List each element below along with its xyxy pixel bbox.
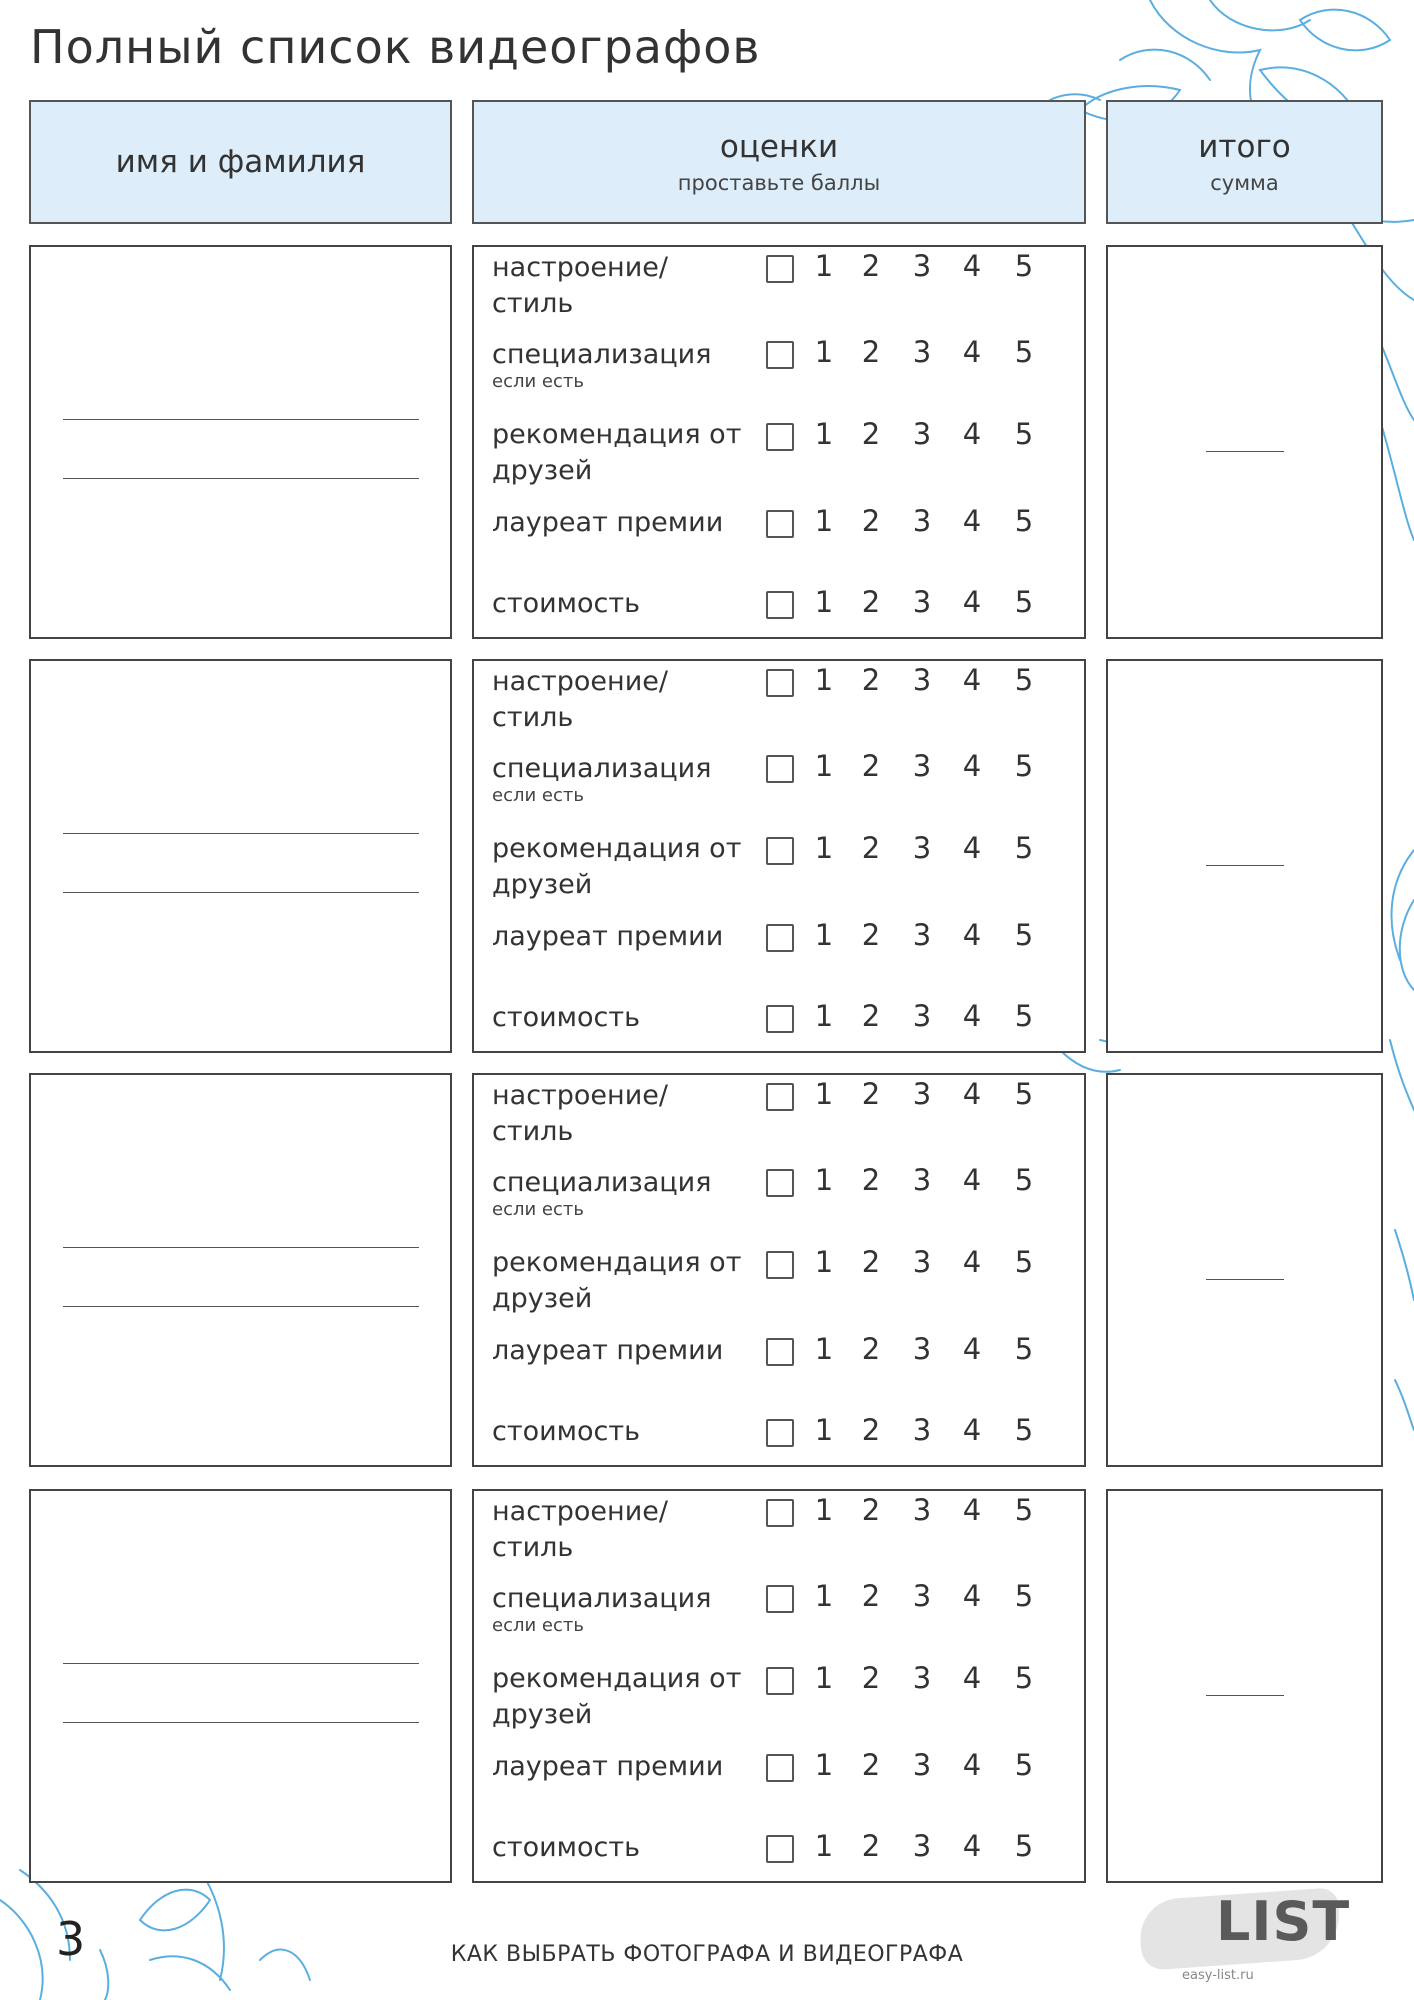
criterion-label-line: рекомендация от xyxy=(492,419,742,450)
score-option[interactable]: 1 xyxy=(814,249,834,283)
criterion-checkbox[interactable] xyxy=(766,341,794,369)
score-option[interactable]: 1 xyxy=(814,831,834,865)
criterion-label xyxy=(492,831,741,903)
score-option[interactable]: 5 xyxy=(1014,1829,1034,1863)
criterion-label xyxy=(492,1661,741,1733)
criterion-label-line: настроение/ xyxy=(492,1080,668,1111)
criterion-label-line: друзей xyxy=(492,1283,593,1314)
criterion-sublabel: если есть xyxy=(492,371,584,392)
name-write-line[interactable] xyxy=(63,892,419,893)
score-option[interactable]: 4 xyxy=(962,504,982,538)
criterion-label-line: стиль xyxy=(492,1116,574,1147)
score-option[interactable]: 1 xyxy=(814,504,834,538)
score-option[interactable]: 3 xyxy=(912,1748,932,1782)
total-write-line[interactable] xyxy=(1206,865,1284,866)
score-option[interactable]: 3 xyxy=(912,1579,932,1613)
score-option[interactable]: 4 xyxy=(962,999,982,1033)
score-option[interactable]: 4 xyxy=(962,663,982,697)
score-option[interactable]: 3 xyxy=(912,249,932,283)
score-option[interactable]: 2 xyxy=(861,1332,881,1366)
total-box[interactable] xyxy=(1106,245,1383,639)
criterion-label-line: стоимость xyxy=(492,1832,641,1863)
criterion-checkbox[interactable] xyxy=(766,1419,794,1447)
score-option[interactable]: 2 xyxy=(861,1163,881,1197)
score-option[interactable]: 2 xyxy=(861,1493,881,1527)
score-option[interactable]: 2 xyxy=(861,585,881,619)
criterion-checkbox[interactable] xyxy=(766,837,794,865)
criterion-label-line: стиль xyxy=(492,288,574,319)
criterion-label xyxy=(492,1165,711,1201)
name-write-line[interactable] xyxy=(63,1663,419,1664)
score-option[interactable]: 4 xyxy=(962,249,982,283)
criterion-label-line: друзей xyxy=(492,455,593,486)
score-option[interactable]: 4 xyxy=(962,918,982,952)
score-option[interactable]: 5 xyxy=(1014,1245,1034,1279)
criterion-label xyxy=(492,1078,668,1150)
criterion-label xyxy=(492,1494,668,1566)
criterion-label-line: лауреат премии xyxy=(492,507,724,538)
criterion-checkbox[interactable] xyxy=(766,669,794,697)
score-option[interactable]: 4 xyxy=(962,335,982,369)
criterion-label xyxy=(492,586,640,622)
criterion-label-line: настроение/ xyxy=(492,666,668,697)
criterion-label xyxy=(492,919,723,955)
score-option[interactable]: 3 xyxy=(912,585,932,619)
criterion-label xyxy=(492,505,723,541)
total-box[interactable] xyxy=(1106,1073,1383,1467)
criterion-sublabel: если есть xyxy=(492,785,584,806)
name-write-line[interactable] xyxy=(63,1306,419,1307)
score-option[interactable]: 3 xyxy=(912,335,932,369)
score-option[interactable]: 3 xyxy=(912,1332,932,1366)
score-option[interactable]: 2 xyxy=(861,663,881,697)
criterion-label-line: стоимость xyxy=(492,588,641,619)
score-option[interactable]: 3 xyxy=(912,749,932,783)
score-option[interactable]: 4 xyxy=(962,585,982,619)
score-option[interactable]: 3 xyxy=(912,1245,932,1279)
score-option[interactable]: 1 xyxy=(814,1413,834,1447)
score-option[interactable]: 3 xyxy=(912,1163,932,1197)
brand-logo xyxy=(1140,1880,1360,1990)
criterion-label xyxy=(492,1581,711,1617)
score-option[interactable]: 1 xyxy=(814,1661,834,1695)
scores-box xyxy=(472,1489,1086,1883)
score-option[interactable]: 1 xyxy=(814,663,834,697)
total-box[interactable] xyxy=(1106,1489,1383,1883)
criterion-label xyxy=(492,1333,723,1369)
logo-text: LIST xyxy=(1216,1890,1351,1953)
criterion-label xyxy=(492,751,711,787)
score-option[interactable]: 1 xyxy=(814,1245,834,1279)
score-option[interactable]: 1 xyxy=(814,918,834,952)
score-option[interactable]: 5 xyxy=(1014,1661,1034,1695)
score-option[interactable]: 1 xyxy=(814,335,834,369)
criterion-checkbox[interactable] xyxy=(766,1338,794,1366)
score-option[interactable]: 5 xyxy=(1014,1413,1034,1447)
score-option[interactable]: 4 xyxy=(962,1748,982,1782)
score-option[interactable]: 2 xyxy=(861,1661,881,1695)
score-option[interactable]: 5 xyxy=(1014,1163,1034,1197)
score-option[interactable]: 5 xyxy=(1014,831,1034,865)
footer-title: КАК ВЫБРАТЬ ФОТОГРАФА И ВИДЕОГРАФА xyxy=(450,1942,964,1967)
score-option[interactable]: 2 xyxy=(861,1077,881,1111)
score-option[interactable]: 5 xyxy=(1014,585,1034,619)
score-option[interactable]: 1 xyxy=(814,999,834,1033)
criterion-label-line: специализация xyxy=(492,1583,712,1614)
criterion-checkbox[interactable] xyxy=(766,1667,794,1695)
score-option[interactable]: 3 xyxy=(912,1661,932,1695)
criterion-label xyxy=(492,417,741,489)
criterion-label-line: друзей xyxy=(492,869,593,900)
name-write-line[interactable] xyxy=(63,1722,419,1723)
criterion-checkbox[interactable] xyxy=(766,1083,794,1111)
criterion-label-line: стиль xyxy=(492,1532,574,1563)
score-option[interactable]: 4 xyxy=(962,1579,982,1613)
criterion-checkbox[interactable] xyxy=(766,1251,794,1279)
page-title: Полный список видеографов xyxy=(30,20,761,74)
total-write-line[interactable] xyxy=(1206,451,1284,452)
criterion-label xyxy=(492,1830,640,1866)
criterion-label xyxy=(492,664,668,736)
score-option[interactable]: 4 xyxy=(962,1661,982,1695)
score-option[interactable]: 4 xyxy=(962,417,982,451)
criterion-checkbox[interactable] xyxy=(766,755,794,783)
criterion-checkbox[interactable] xyxy=(766,1169,794,1197)
scores-box xyxy=(472,659,1086,1053)
score-option[interactable]: 3 xyxy=(912,1077,932,1111)
criterion-label-line: стоимость xyxy=(492,1002,641,1033)
score-option[interactable]: 5 xyxy=(1014,1748,1034,1782)
score-option[interactable]: 1 xyxy=(814,1748,834,1782)
header-scores-title: оценки xyxy=(719,129,839,165)
criterion-label-line: специализация xyxy=(492,339,712,370)
score-option[interactable]: 5 xyxy=(1014,749,1034,783)
criterion-checkbox[interactable] xyxy=(766,1499,794,1527)
score-option[interactable]: 1 xyxy=(814,749,834,783)
name-write-line[interactable] xyxy=(63,1247,419,1248)
score-option[interactable]: 4 xyxy=(962,1332,982,1366)
criterion-sublabel: если есть xyxy=(492,1199,584,1220)
score-option[interactable]: 4 xyxy=(962,1163,982,1197)
score-option[interactable]: 3 xyxy=(912,1493,932,1527)
header-scores-subtitle: проставьте баллы xyxy=(677,171,881,195)
score-option[interactable]: 5 xyxy=(1014,999,1034,1033)
name-box[interactable] xyxy=(29,245,452,639)
score-option[interactable]: 2 xyxy=(861,1579,881,1613)
score-option[interactable]: 1 xyxy=(814,1163,834,1197)
logo-url: easy-list.ru xyxy=(1182,1968,1254,1983)
score-option[interactable]: 3 xyxy=(912,417,932,451)
score-option[interactable]: 4 xyxy=(962,1829,982,1863)
criterion-label-line: специализация xyxy=(492,753,712,784)
score-option[interactable]: 2 xyxy=(861,831,881,865)
criterion-checkbox[interactable] xyxy=(766,423,794,451)
score-option[interactable]: 2 xyxy=(861,504,881,538)
score-option[interactable]: 4 xyxy=(962,1413,982,1447)
score-option[interactable]: 5 xyxy=(1014,1493,1034,1527)
criterion-checkbox[interactable] xyxy=(766,1835,794,1863)
criterion-label xyxy=(492,1000,640,1036)
score-option[interactable]: 2 xyxy=(861,1748,881,1782)
score-option[interactable]: 1 xyxy=(814,1493,834,1527)
criterion-checkbox[interactable] xyxy=(766,510,794,538)
score-option[interactable]: 5 xyxy=(1014,504,1034,538)
header-scores xyxy=(472,100,1086,224)
score-option[interactable]: 4 xyxy=(962,749,982,783)
name-write-line[interactable] xyxy=(63,419,419,420)
header-total-subtitle: сумма xyxy=(1210,171,1279,195)
score-option[interactable]: 5 xyxy=(1014,335,1034,369)
score-option[interactable]: 4 xyxy=(962,1245,982,1279)
total-box[interactable] xyxy=(1106,659,1383,1053)
score-option[interactable]: 1 xyxy=(814,1077,834,1111)
score-option[interactable]: 1 xyxy=(814,1332,834,1366)
score-option[interactable]: 5 xyxy=(1014,417,1034,451)
criterion-label-line: стоимость xyxy=(492,1416,641,1447)
score-option[interactable]: 2 xyxy=(861,918,881,952)
score-option[interactable]: 5 xyxy=(1014,1077,1034,1111)
name-box[interactable] xyxy=(29,1073,452,1467)
criterion-checkbox[interactable] xyxy=(766,255,794,283)
score-option[interactable]: 4 xyxy=(962,1493,982,1527)
score-option[interactable]: 3 xyxy=(912,1413,932,1447)
score-option[interactable]: 1 xyxy=(814,1579,834,1613)
criterion-label xyxy=(492,1245,741,1317)
criterion-checkbox[interactable] xyxy=(766,591,794,619)
score-option[interactable]: 5 xyxy=(1014,1332,1034,1366)
score-option[interactable]: 2 xyxy=(861,749,881,783)
header-total xyxy=(1106,100,1383,224)
score-option[interactable]: 3 xyxy=(912,663,932,697)
header-name xyxy=(29,100,452,224)
scores-box xyxy=(472,1073,1086,1467)
criterion-label-line: лауреат премии xyxy=(492,1751,724,1782)
criterion-label-line: друзей xyxy=(492,1699,593,1730)
score-option[interactable]: 3 xyxy=(912,1829,932,1863)
scores-box xyxy=(472,245,1086,639)
score-option[interactable]: 2 xyxy=(861,1413,881,1447)
score-option[interactable]: 2 xyxy=(861,417,881,451)
criterion-checkbox[interactable] xyxy=(766,1754,794,1782)
criterion-label-line: лауреат премии xyxy=(492,921,724,952)
criterion-sublabel: если есть xyxy=(492,1615,584,1636)
criterion-label xyxy=(492,1414,640,1450)
name-write-line[interactable] xyxy=(63,833,419,834)
criterion-label xyxy=(492,250,668,322)
score-option[interactable]: 5 xyxy=(1014,249,1034,283)
score-option[interactable]: 5 xyxy=(1014,918,1034,952)
score-option[interactable]: 2 xyxy=(861,1829,881,1863)
total-write-line[interactable] xyxy=(1206,1279,1284,1280)
score-option[interactable]: 3 xyxy=(912,999,932,1033)
score-option[interactable]: 4 xyxy=(962,1077,982,1111)
criterion-label-line: рекомендация от xyxy=(492,833,742,864)
score-option[interactable]: 1 xyxy=(814,1829,834,1863)
score-option[interactable]: 4 xyxy=(962,831,982,865)
name-box[interactable] xyxy=(29,1489,452,1883)
criterion-checkbox[interactable] xyxy=(766,924,794,952)
score-option[interactable]: 3 xyxy=(912,504,932,538)
total-write-line[interactable] xyxy=(1206,1695,1284,1696)
criterion-checkbox[interactable] xyxy=(766,1005,794,1033)
score-option[interactable]: 5 xyxy=(1014,663,1034,697)
criterion-label-line: рекомендация от xyxy=(492,1663,742,1694)
criterion-label xyxy=(492,337,711,373)
score-option[interactable]: 1 xyxy=(814,585,834,619)
score-option[interactable]: 3 xyxy=(912,831,932,865)
criterion-label-line: специализация xyxy=(492,1167,712,1198)
name-box[interactable] xyxy=(29,659,452,1053)
score-option[interactable]: 5 xyxy=(1014,1579,1034,1613)
criterion-label-line: рекомендация от xyxy=(492,1247,742,1278)
header-total-title: итого xyxy=(1198,129,1291,165)
criterion-label-line: настроение/ xyxy=(492,1496,668,1527)
criterion-label xyxy=(492,1749,723,1785)
score-option[interactable]: 2 xyxy=(861,1245,881,1279)
score-option[interactable]: 1 xyxy=(814,417,834,451)
name-write-line[interactable] xyxy=(63,478,419,479)
score-option[interactable]: 2 xyxy=(861,999,881,1033)
score-option[interactable]: 2 xyxy=(861,249,881,283)
header-name-title: имя и фамилия xyxy=(115,144,366,180)
criterion-checkbox[interactable] xyxy=(766,1585,794,1613)
page-number: 3 xyxy=(56,1912,86,1966)
criterion-label-line: настроение/ xyxy=(492,252,668,283)
score-option[interactable]: 2 xyxy=(861,335,881,369)
criterion-label-line: лауреат премии xyxy=(492,1335,724,1366)
score-option[interactable]: 3 xyxy=(912,918,932,952)
criterion-label-line: стиль xyxy=(492,702,574,733)
